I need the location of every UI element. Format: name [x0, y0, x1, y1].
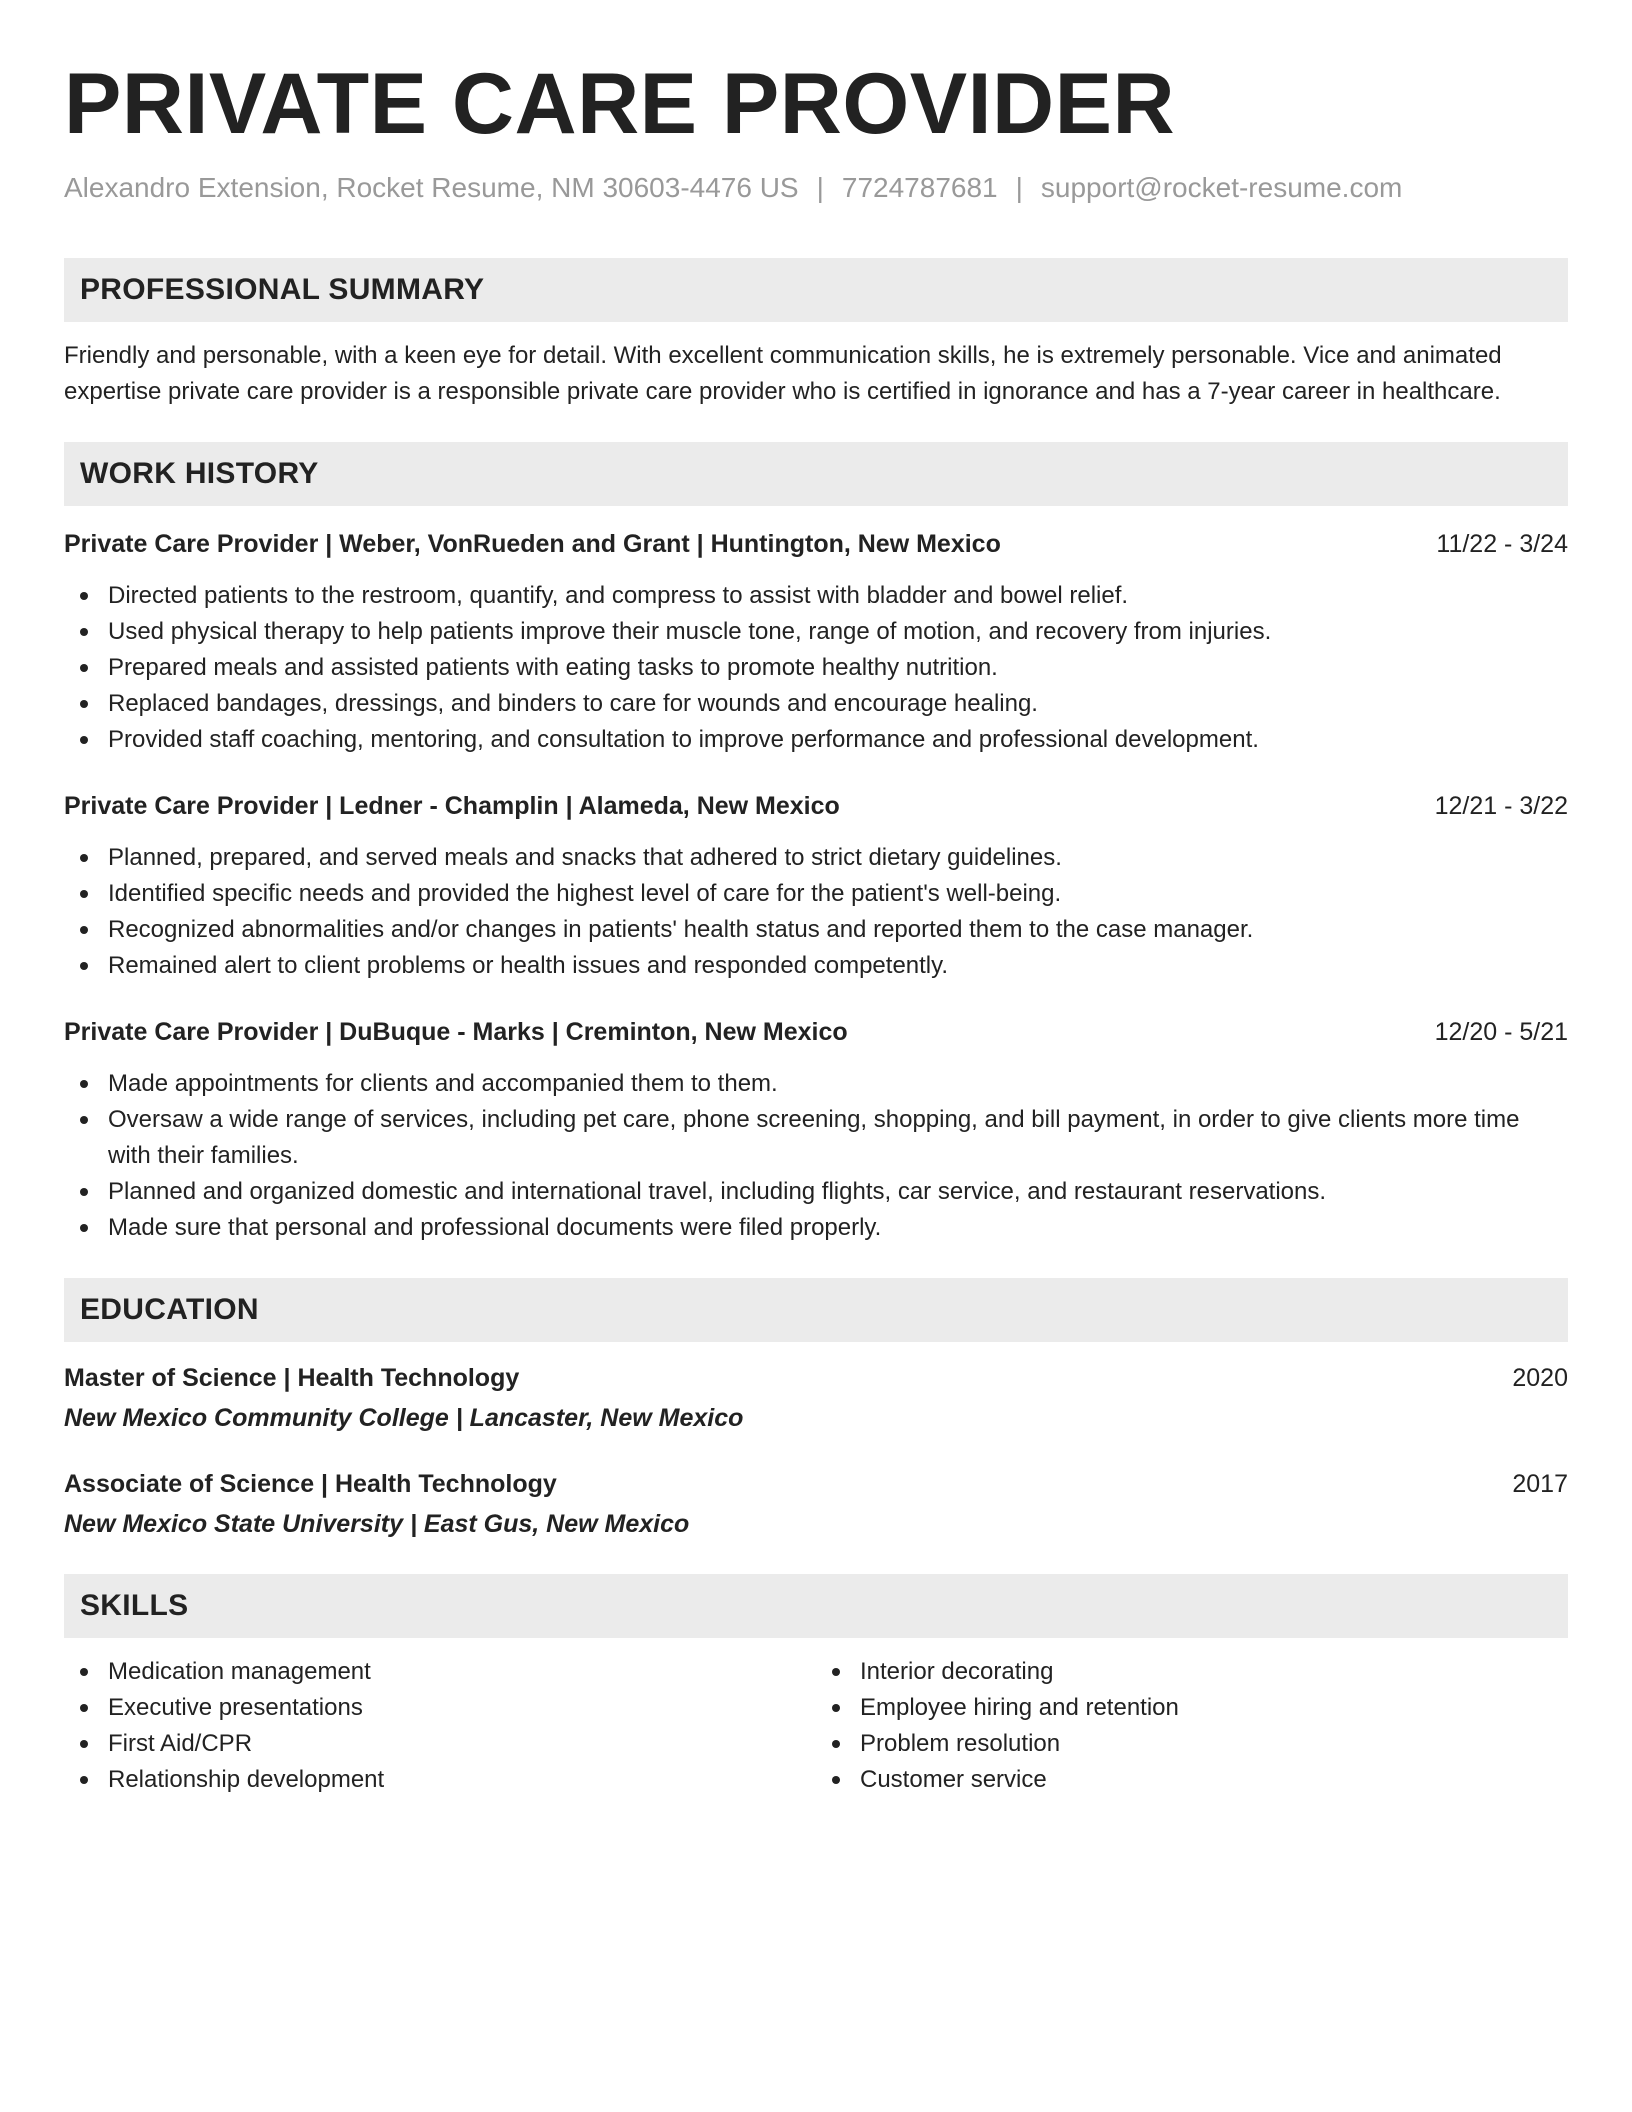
bullet-icon: [80, 664, 88, 672]
bullet-icon: [80, 926, 88, 934]
education-year: 2020: [1512, 1364, 1568, 1392]
bullet-icon: [80, 1776, 88, 1784]
job-title: Private Care Provider | DuBuque - Marks | Creminton, New Mexico: [64, 1018, 848, 1046]
job-entry: [64, 788, 1568, 984]
bullet-icon: [80, 1080, 88, 1088]
bullet-icon: [80, 628, 88, 636]
job-bullet: Oversaw a wide range of services, including pet care, phone screening, shopping, and bill payment, in order to give clients more time with their families.: [64, 1102, 1568, 1174]
skill-item: Customer service: [816, 1762, 1568, 1798]
job-bullet: Provided staff coaching, mentoring, and consultation to improve performance and professional development.: [64, 722, 1568, 758]
contact-separator: |: [1015, 172, 1023, 203]
section-header-summary: PROFESSIONAL SUMMARY: [64, 258, 1568, 322]
bullet-icon: [80, 1740, 88, 1748]
education-school: New Mexico State University | East Gus, New Mexico: [64, 1510, 690, 1538]
education-entry: [64, 1360, 1568, 1436]
skill-item: First Aid/CPR: [64, 1726, 816, 1762]
job-title: Private Care Provider | Ledner - Champlin | Alameda, New Mexico: [64, 792, 840, 820]
bullet-icon: [832, 1704, 840, 1712]
job-bullet: Directed patients to the restroom, quantify, and compress to assist with bladder and bowel relief.: [64, 578, 1568, 614]
job-bullet: Made appointments for clients and accompanied them to them.: [64, 1066, 1568, 1102]
education-degree: Master of Science | Health Technology: [64, 1364, 520, 1392]
contact-address: Alexandro Extension, Rocket Resume, NM 30603-4476 US: [64, 172, 799, 203]
skill-item: Relationship development: [64, 1762, 816, 1798]
bullet-icon: [80, 1188, 88, 1196]
job-dates: 11/22 - 3/24: [1436, 530, 1568, 558]
section-header-work-history: WORK HISTORY: [64, 442, 1568, 506]
contact-line: [64, 170, 1568, 206]
job-bullet: Planned and organized domestic and international travel, including flights, car service, and restaurant reservations.: [64, 1174, 1568, 1210]
bullet-icon: [80, 1668, 88, 1676]
education-school: New Mexico Community College | Lancaster, New Mexico: [64, 1404, 744, 1432]
bullet-icon: [832, 1668, 840, 1676]
bullet-icon: [80, 890, 88, 898]
bullet-icon: [80, 700, 88, 708]
job-dates: 12/21 - 3/22: [1434, 792, 1568, 820]
section-header-education: EDUCATION: [64, 1278, 1568, 1342]
bullet-icon: [80, 592, 88, 600]
skill-item: Employee hiring and retention: [816, 1690, 1568, 1726]
job-bullets: [64, 1066, 1568, 1246]
contact-phone: 7724787681: [841, 172, 998, 203]
bullet-icon: [832, 1740, 840, 1748]
job-bullet: Recognized abnormalities and/or changes in patients' health status and reported them to the case manager.: [64, 912, 1568, 948]
job-bullets: [64, 840, 1568, 984]
contact-separator: |: [816, 172, 824, 203]
skill-item: Medication management: [64, 1654, 816, 1690]
job-bullets: [64, 578, 1568, 758]
skill-item: Problem resolution: [816, 1726, 1568, 1762]
job-entry: [64, 526, 1568, 758]
skill-item: Executive presentations: [64, 1690, 816, 1726]
skills-list: [64, 1654, 1568, 1798]
education-year: 2017: [1512, 1470, 1568, 1498]
skills-column-left: [64, 1654, 816, 1798]
job-bullet: Replaced bandages, dressings, and binders to care for wounds and encourage healing.: [64, 686, 1568, 722]
education-entry: [64, 1466, 1568, 1542]
bullet-icon: [80, 1116, 88, 1124]
job-bullet: Prepared meals and assisted patients with eating tasks to promote healthy nutrition.: [64, 650, 1568, 686]
contact-email: support@rocket-resume.com: [1040, 172, 1403, 203]
job-dates: 12/20 - 5/21: [1434, 1018, 1568, 1046]
bullet-icon: [80, 1704, 88, 1712]
bullet-icon: [832, 1776, 840, 1784]
bullet-icon: [80, 854, 88, 862]
bullet-icon: [80, 736, 88, 744]
education-degree: Associate of Science | Health Technology: [64, 1470, 557, 1498]
job-bullet: Remained alert to client problems or health issues and responded competently.: [64, 948, 1568, 984]
skills-column-right: [816, 1654, 1568, 1798]
resume-title: PRIVATE CARE PROVIDER: [64, 56, 1176, 152]
job-bullet: Used physical therapy to help patients improve their muscle tone, range of motion, and recovery from injuries.: [64, 614, 1568, 650]
section-header-skills: SKILLS: [64, 1574, 1568, 1638]
job-bullet: Identified specific needs and provided the highest level of care for the patient's well-being.: [64, 876, 1568, 912]
job-title: Private Care Provider | Weber, VonRueden and Grant | Huntington, New Mexico: [64, 530, 1001, 558]
job-bullet: Planned, prepared, and served meals and snacks that adhered to strict dietary guidelines.: [64, 840, 1568, 876]
summary-text: Friendly and personable, with a keen eye for detail. With excellent communication skills, he is extremely personable. Vice and animated expertise private care provider is a responsible private care provider who is certified in ignorance and has a 7-year career in healthcare.: [64, 342, 1502, 405]
bullet-icon: [80, 1224, 88, 1232]
job-entry: [64, 1014, 1568, 1246]
skill-item: Interior decorating: [816, 1654, 1568, 1690]
job-bullet: Made sure that personal and professional documents were filed properly.: [64, 1210, 1568, 1246]
bullet-icon: [80, 962, 88, 970]
